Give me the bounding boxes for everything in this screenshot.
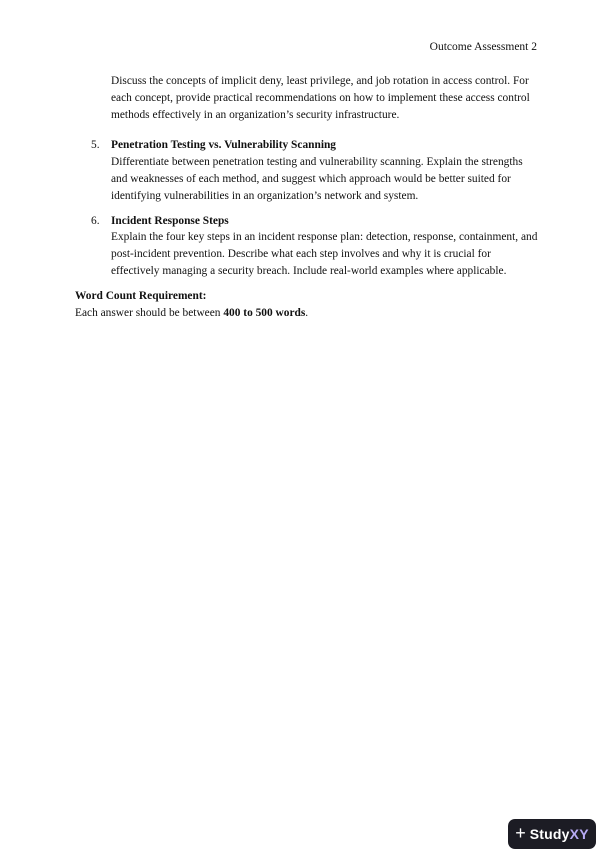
word-count-suffix: . <box>305 306 309 319</box>
list-item-body: Differentiate between penetration testing and vulnerability scanning. Explain the strengths and weaknesses of each method, and suggest which approach would be better suited for identifying vulnerabilities in an organization’s network and system. <box>111 156 523 202</box>
logo-text-accent: XY <box>569 826 589 842</box>
word-count-heading: Word Count Requirement: <box>75 289 207 302</box>
logo-wordmark <box>530 826 589 842</box>
plus-icon: + <box>515 823 526 843</box>
page-header: Outcome Assessment 2 <box>429 41 537 53</box>
document-body <box>75 73 540 321</box>
list-item-number: 5. <box>91 139 100 152</box>
word-count-prefix: Each answer should be between <box>75 306 224 319</box>
list-item-incident-response <box>91 213 540 280</box>
list-item-title: Penetration Testing vs. Vulnerability Scanning <box>111 139 337 152</box>
list-item-body: Explain the four key steps in an incident response plan: detection, response, containment, and post-incident prevention. Describe what each step involves and why it is crucial for effectively managing a security breach. Include real-world examples where applicable. <box>111 231 538 277</box>
intro-paragraph: Discuss the concepts of implicit deny, least privilege, and job rotation in access control. For each concept, provide practical recommendations on how to implement these access control methods effectively in an organization’s security infrastructure. <box>111 75 530 121</box>
word-count-section <box>75 288 540 322</box>
studyxy-logo[interactable] <box>508 819 596 849</box>
list-item-title: Incident Response Steps <box>111 214 229 227</box>
list-item-number: 6. <box>91 214 100 227</box>
word-count-text <box>75 305 540 322</box>
word-count-range: 400 to 500 words <box>223 306 306 319</box>
logo-text-main: Study <box>529 826 570 842</box>
list-item-penetration-testing <box>91 137 540 204</box>
